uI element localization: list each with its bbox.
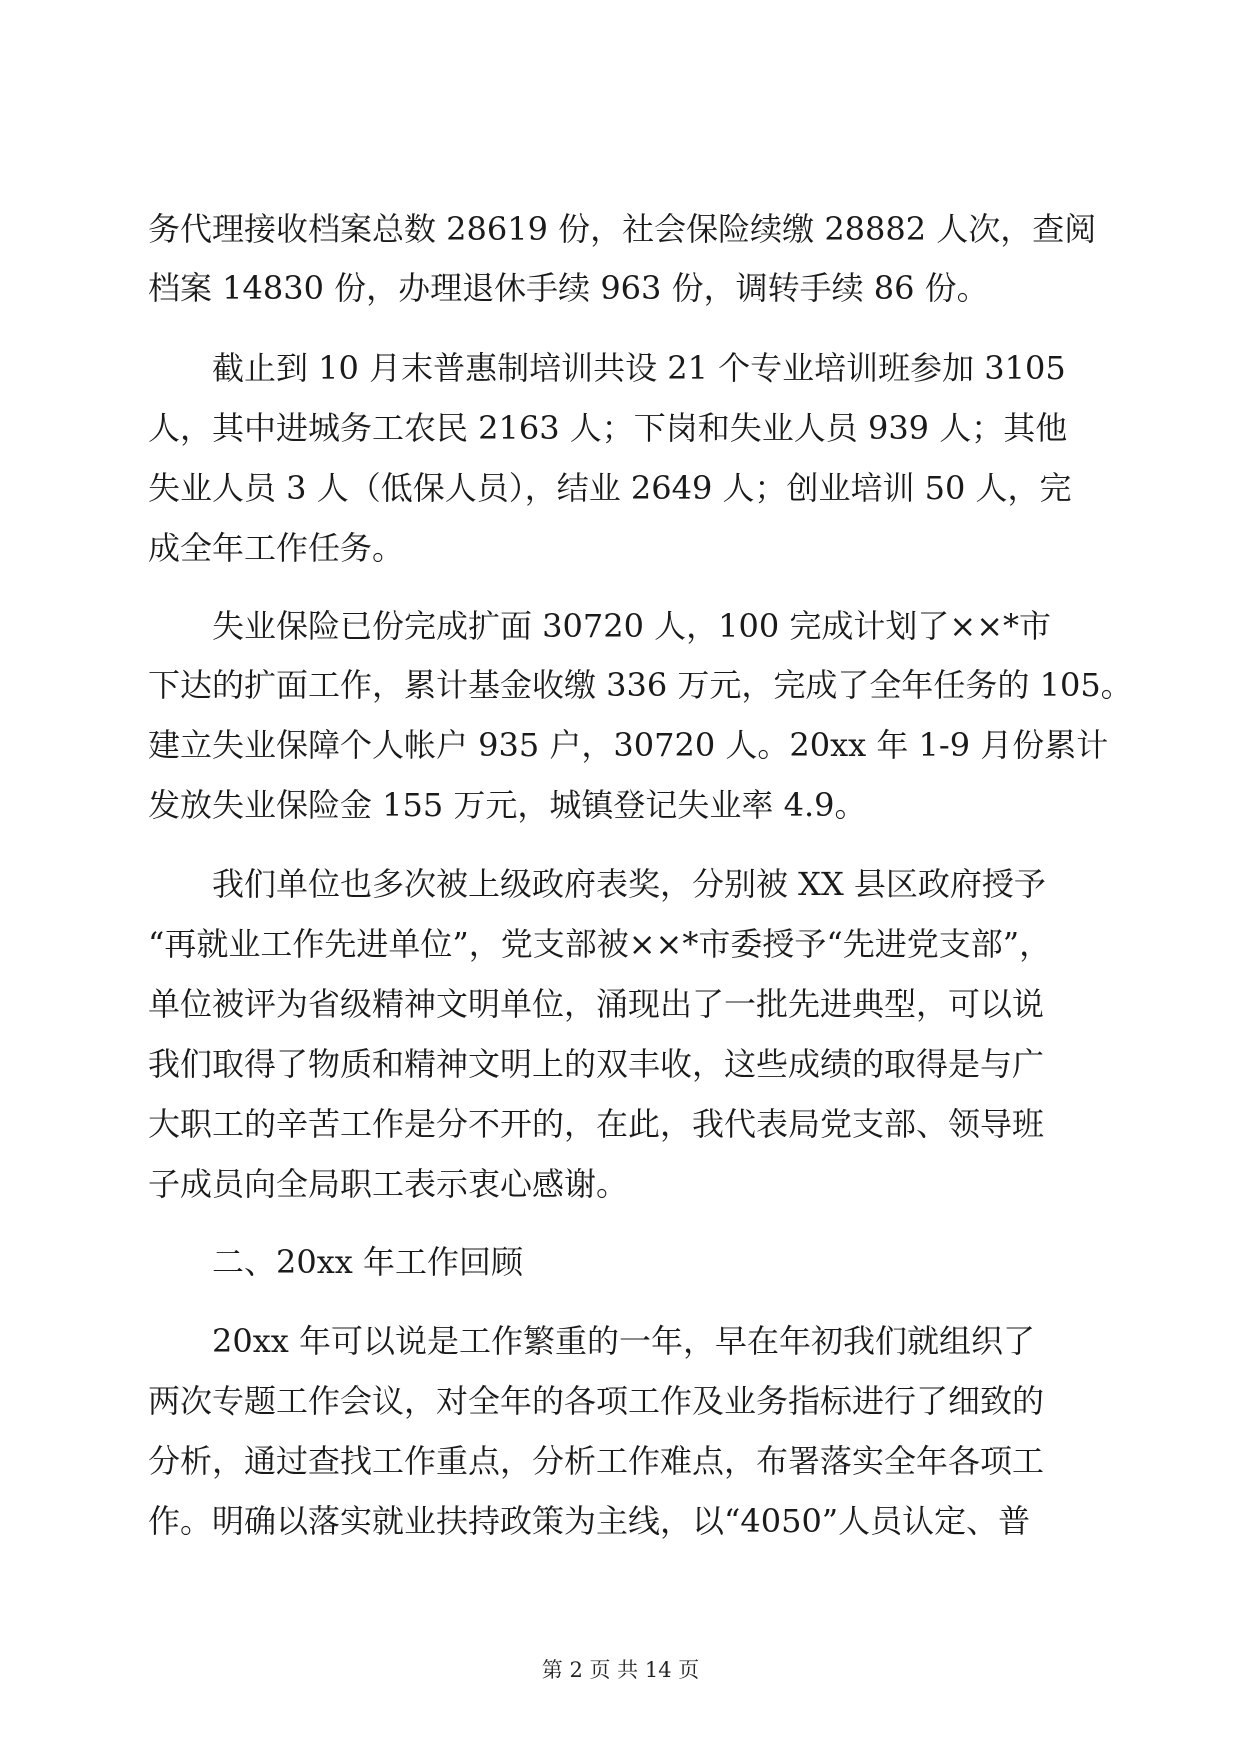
body-line-text: 下达的扩面工作，累计基金收缴 336 万元，完成了全年任务的 105。 bbox=[148, 666, 1133, 704]
body-line-text: 我们取得了物质和精神文明上的双丰收，这些成绩的取得是与广 bbox=[148, 1045, 1045, 1083]
body-line bbox=[0, 777, 1241, 833]
body-line bbox=[0, 1493, 1241, 1549]
body-line bbox=[0, 916, 1241, 972]
body-line bbox=[0, 1036, 1241, 1092]
body-line bbox=[0, 717, 1241, 773]
section-heading-text: 二、20xx 年工作回顾 bbox=[212, 1243, 523, 1281]
body-line bbox=[0, 1433, 1241, 1489]
body-line-text: 截止到 10 月末普惠制培训共设 21 个专业培训班参加 3105 bbox=[212, 349, 1066, 387]
body-line-text: 20xx 年可以说是工作繁重的一年，早在年初我们就组织了 bbox=[212, 1322, 1035, 1360]
body-line-text: “再就业工作先进单位”，党支部被××*市委授予“先进党支部”， bbox=[148, 925, 1052, 963]
body-line bbox=[0, 856, 1241, 912]
body-line-text: 人，其中进城务工农民 2163 人；下岗和失业人员 939 人；其他 bbox=[148, 409, 1068, 447]
page-number-footer: 第 2 页 共 14 页 bbox=[541, 1658, 700, 1682]
body-line-text: 失业人员 3 人（低保人员），结业 2649 人；创业培训 50 人，完 bbox=[148, 469, 1072, 507]
body-line-text: 单位被评为省级精神文明单位，涌现出了一批先进典型，可以说 bbox=[148, 985, 1045, 1023]
body-line bbox=[0, 1373, 1241, 1429]
body-line bbox=[0, 657, 1241, 713]
body-line bbox=[0, 598, 1241, 654]
body-line-text: 分析，通过查找工作重点，分析工作难点，布署落实全年各项工 bbox=[148, 1442, 1045, 1480]
section-heading bbox=[0, 1234, 1241, 1290]
body-line-text: 建立失业保障个人帐户 935 户，30720 人。20xx 年 1-9 月份累计 bbox=[148, 726, 1109, 764]
body-line-text: 档案 14830 份，办理退休手续 963 份，调转手续 86 份。 bbox=[148, 269, 989, 307]
body-line-text: 子成员向全局职工表示衷心感谢。 bbox=[148, 1165, 629, 1203]
body-line bbox=[0, 520, 1241, 576]
body-line bbox=[0, 400, 1241, 456]
body-line bbox=[0, 460, 1241, 516]
body-line-text: 成全年工作任务。 bbox=[148, 529, 405, 567]
body-line-text: 务代理接收档案总数 28619 份，社会保险续缴 28882 人次，查阅 bbox=[148, 210, 1097, 248]
body-line-text: 作。明确以落实就业扶持政策为主线，以“4050”人员认定、普 bbox=[148, 1502, 1031, 1540]
body-line bbox=[0, 201, 1241, 257]
body-line bbox=[0, 260, 1241, 316]
body-line-text: 大职工的辛苦工作是分不开的，在此，我代表局党支部、领导班 bbox=[148, 1105, 1045, 1143]
body-line bbox=[0, 976, 1241, 1032]
body-line bbox=[0, 1156, 1241, 1212]
body-line-text: 我们单位也多次被上级政府表奖，分别被 XX 县区政府授予 bbox=[212, 865, 1046, 903]
body-line bbox=[0, 340, 1241, 396]
body-line bbox=[0, 1313, 1241, 1369]
body-line-text: 发放失业保险金 155 万元，城镇登记失业率 4.9。 bbox=[148, 786, 867, 824]
body-line-text: 两次专题工作会议，对全年的各项工作及业务指标进行了细致的 bbox=[148, 1382, 1045, 1420]
body-line bbox=[0, 1096, 1241, 1152]
body-line-text: 失业保险已份完成扩面 30720 人，100 完成计划了××*市 bbox=[212, 607, 1052, 645]
